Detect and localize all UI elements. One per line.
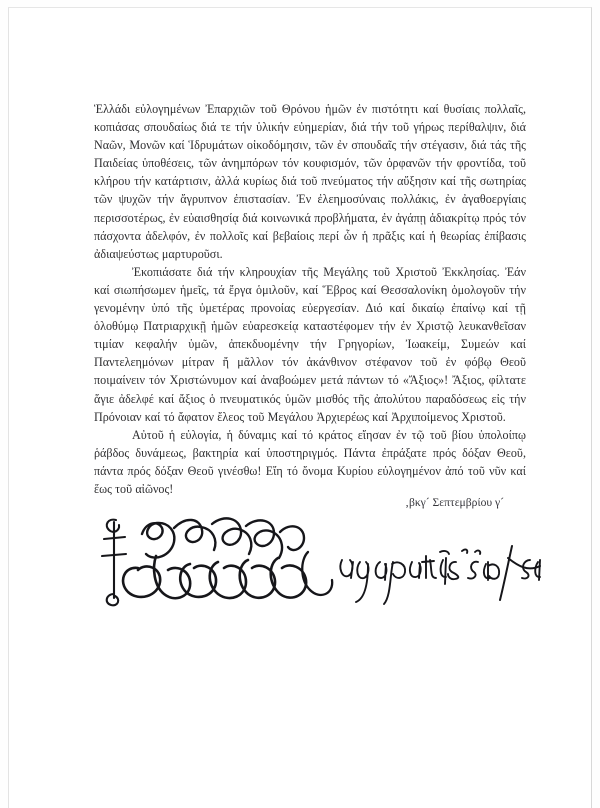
date-line: ‚βκγ´ Σεπτεμβρίου γ´ [405, 496, 504, 509]
letter-paragraph-2: Ἐκοπιάσατε διά τήν κληρουχίαν τῆς Μεγάλης τοῦ Χριστοῦ Ἐκκλησίας. Ἐάν καί σιωπήσωμεν ἡμεῖς, τά ἔργα ὁμιλοῦν, καί Ἕβρος καί Θεσσαλονίκη ὁμολογοῦν τήν γενομένην ὑπό τῆς ὑμετέρας προνοίας εὐεργεσίαν. Διό καί δικαίῳ ἐπαίνῳ καί τῇ ὁλοθύμῳ Πατριαρχικῇ ἡμῶν εὐαρεσκείᾳ καταστέφομεν τήν ἐν Χριστῷ λευκανθεῖσαν τιμίαν κεφαλήν ὑμῶν, ἀπεκδυομένην τήν Γρηγορίων, Ἰωακείμ, Συμεών καί Παντελεημόνων μίτραν ἤ μᾶλλον τόν ἀκάνθινον στέφανον τοῦ ἐν φόβῳ Θεοῦ ποιμαίνειν τόν Χριστώνυμον καί ἀναβοώμεν μετά πάντων τό «Ἄξιος»! Ἄξιος, φίλτατε ἅγιε ἀδελφέ καί ἄξιος ὁ πνευματικός ὑμῶν μισθός τῆς ἀπολύτου παραδόσεως εἰς τήν Πρόνοιαν καί τό ἄφατον ἔλεος τοῦ Μεγάλου Ἀρχιερέως καί Ἀρχιποίμενος Χριστοῦ. [94, 264, 526, 424]
letter-paragraph-3: Αὐτοῦ ἡ εὐλογία, ἡ δύναμις καί τό κράτος εἴησαν ἐν τῷ τοῦ βίου ὑπολοίπῳ ῥάβδος δυνάμεως, βακτηρία καί ὑποστηριγμός. Πάντα ἐπράξατε πρός δόξαν Θεοῦ, πάντα πρός δόξαν Θεοῦ γινέσθω! Εἴη τό ὄνομα Κυρίου εὐλογημένον ἀπό τοῦ νῦν καί ἕως τοῦ αἰῶνος! [94, 427, 526, 496]
signature-cross-icon [102, 520, 126, 606]
paper-sheet [8, 7, 592, 808]
signature-area [94, 506, 554, 616]
letter-paragraph-1: Ἑλλάδι εὐλογημένων Ἐπαρχιῶν τοῦ Θρόνου ἡμῶν ἐν πιστότητι καί θυσίαις πολλαῖς, κοπιάσας σπουδαίως διά τε τήν ὑλικήν εὐημερίαν, διά τήν τοῦ γήρως περίθαλψιν, διά Ναῶν, Μονῶν καί Ἱδρυμάτων οἰκοδόμησιν, τῶν ἐν σπουδαῖς τήν στέγασιν, διά τάς τῆς Παιδείας ὑποθέσεις, τῶν ἀνημπόρων τόν κουφισμόν, τῶν ὀρφανῶν τήν φροντίδα, τοῦ κλήρου τήν κατάρτισιν, ἀλλά κυρίως διά τοῦ πνεύματος τήν αὔξησιν καί τῆς σωτηρίας τῶν ψυχῶν τήν ἄγρυπνον ἐπιστασίαν. Ἐν ἐλεημοσύναις πολλάκις, ἐν ἀγαθοεργίαις περισσοτέρως, ἐν εὐαισθησίᾳ διά κοινωνικά προβλήματα, ἐν ἀγάπῃ ἀδιακρίτῳ πρός τόν πάσχοντα ἀδελφόν, ἐν πολλοῖς καί βεβαίοις περί ὧν ἡ πρᾶξις καί ἡ θεωρίας ἐπίβασις ἀδιαψεύστως μαρτυροῦσι. [94, 102, 526, 261]
handwritten-signature [94, 506, 554, 616]
signature-monogram [123, 518, 332, 598]
signature-cursive-text [340, 546, 540, 604]
letter-body [94, 100, 526, 498]
